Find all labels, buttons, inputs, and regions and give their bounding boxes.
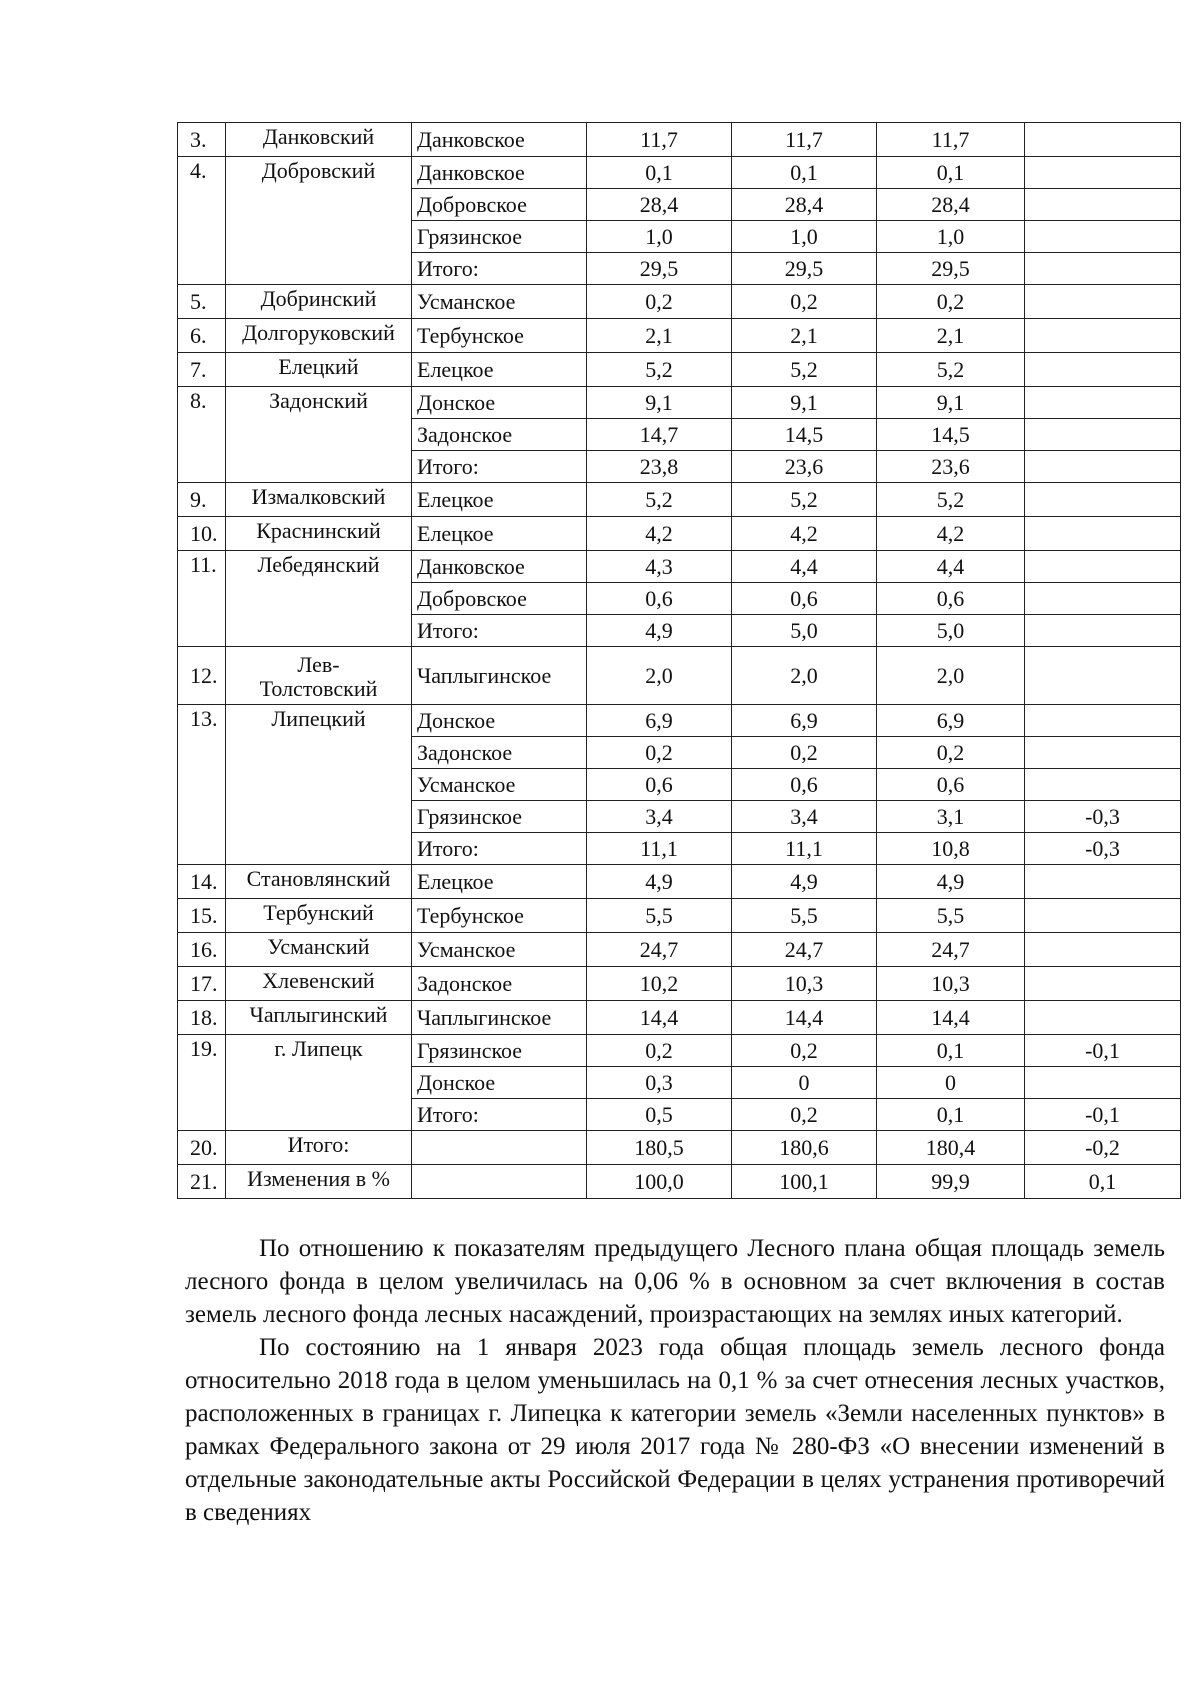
value-cell: 0,3 bbox=[587, 1067, 732, 1099]
row-number: 19. bbox=[178, 1035, 226, 1131]
row-number: 10. bbox=[178, 517, 226, 551]
difference-cell bbox=[1025, 451, 1181, 483]
forest-area-table bbox=[177, 122, 1181, 1199]
forestry-cell: Усманское bbox=[412, 769, 587, 801]
forestry-cell: Данковское bbox=[412, 123, 587, 157]
value-cell: 4,9 bbox=[587, 615, 732, 647]
value-cell: 23,6 bbox=[732, 451, 877, 483]
value-cell: 4,4 bbox=[877, 551, 1025, 583]
forestry-cell bbox=[412, 1131, 587, 1165]
body-text bbox=[185, 1232, 1165, 1529]
difference-cell bbox=[1025, 353, 1181, 387]
subtotal-label: Итого: bbox=[412, 451, 587, 483]
table-row bbox=[178, 647, 1181, 705]
district-cell: Добровский bbox=[226, 157, 412, 285]
value-cell: 0,6 bbox=[877, 583, 1025, 615]
total-row bbox=[178, 1131, 1181, 1165]
district-cell: Задонский bbox=[226, 387, 412, 483]
table-row bbox=[178, 705, 1181, 737]
row-number: 12. bbox=[178, 647, 226, 705]
row-number: 11. bbox=[178, 551, 226, 647]
value-cell: 11,1 bbox=[587, 833, 732, 865]
value-cell: 100,1 bbox=[732, 1165, 877, 1199]
difference-cell: -0,3 bbox=[1025, 801, 1181, 833]
district-cell: Хлевенский bbox=[226, 967, 412, 1001]
forestry-cell: Елецкое bbox=[412, 483, 587, 517]
difference-cell bbox=[1025, 737, 1181, 769]
table-row bbox=[178, 157, 1181, 189]
subtotal-label: Итого: bbox=[412, 615, 587, 647]
row-number: 14. bbox=[178, 865, 226, 899]
value-cell: 3,1 bbox=[877, 801, 1025, 833]
forestry-cell: Чаплыгинское bbox=[412, 1001, 587, 1035]
value-cell: 4,9 bbox=[587, 865, 732, 899]
value-cell: 0,2 bbox=[877, 737, 1025, 769]
value-cell: 0,2 bbox=[732, 1099, 877, 1131]
forestry-cell: Елецкое bbox=[412, 353, 587, 387]
district-cell: Измалковский bbox=[226, 483, 412, 517]
difference-cell bbox=[1025, 865, 1181, 899]
difference-cell bbox=[1025, 1001, 1181, 1035]
difference-cell: -0,3 bbox=[1025, 833, 1181, 865]
value-cell: 2,1 bbox=[587, 319, 732, 353]
forestry-cell: Задонское bbox=[412, 419, 587, 451]
difference-cell bbox=[1025, 583, 1181, 615]
value-cell: 5,5 bbox=[732, 899, 877, 933]
value-cell: 11,7 bbox=[587, 123, 732, 157]
table-row bbox=[178, 551, 1181, 583]
district-line: Лев- bbox=[297, 652, 340, 678]
value-cell: 0,2 bbox=[587, 1035, 732, 1067]
row-number: 7. bbox=[178, 353, 226, 387]
value-cell: 180,6 bbox=[732, 1131, 877, 1165]
forestry-cell: Усманское bbox=[412, 285, 587, 319]
district-cell: Добринский bbox=[226, 285, 412, 319]
value-cell: 4,2 bbox=[587, 517, 732, 551]
forestry-cell: Добровское bbox=[412, 583, 587, 615]
row-number: 8. bbox=[178, 387, 226, 483]
value-cell: 28,4 bbox=[877, 189, 1025, 221]
difference-cell bbox=[1025, 253, 1181, 285]
row-number: 6. bbox=[178, 319, 226, 353]
value-cell: 14,7 bbox=[587, 419, 732, 451]
forestry-cell: Тербунское bbox=[412, 319, 587, 353]
value-cell: 10,2 bbox=[587, 967, 732, 1001]
value-cell: 0,2 bbox=[877, 285, 1025, 319]
value-cell: 14,4 bbox=[877, 1001, 1025, 1035]
paragraph: По отношению к показателям предыдущего Лесного плана общая площадь земель лесного фонда в целом увеличилась на 0,06 % в основном за счет включения в состав земель лесного фонда лесных насаждений, произрастающих на землях иных категорий. bbox=[185, 1235, 1165, 1328]
value-cell: 14,5 bbox=[877, 419, 1025, 451]
row-number: 20. bbox=[178, 1131, 226, 1165]
table-row bbox=[178, 353, 1181, 387]
difference-cell bbox=[1025, 387, 1181, 419]
difference-cell: -0,2 bbox=[1025, 1131, 1181, 1165]
subtotal-label: Итого: bbox=[412, 833, 587, 865]
value-cell: 0,6 bbox=[732, 583, 877, 615]
table-row bbox=[178, 899, 1181, 933]
table-row bbox=[178, 319, 1181, 353]
difference-cell bbox=[1025, 933, 1181, 967]
value-cell: 0,2 bbox=[732, 737, 877, 769]
value-cell: 99,9 bbox=[877, 1165, 1025, 1199]
value-cell: 28,4 bbox=[587, 189, 732, 221]
difference-cell bbox=[1025, 285, 1181, 319]
district-cell: Лебедянский bbox=[226, 551, 412, 647]
value-cell: 0,2 bbox=[587, 285, 732, 319]
row-number: 21. bbox=[178, 1165, 226, 1199]
row-number: 3. bbox=[178, 123, 226, 157]
value-cell: 0,2 bbox=[732, 285, 877, 319]
percent-change-row bbox=[178, 1165, 1181, 1199]
value-cell: 5,2 bbox=[587, 353, 732, 387]
difference-cell bbox=[1025, 157, 1181, 189]
row-number: 4. bbox=[178, 157, 226, 285]
value-cell: 6,9 bbox=[587, 705, 732, 737]
value-cell: 9,1 bbox=[877, 387, 1025, 419]
value-cell: 9,1 bbox=[732, 387, 877, 419]
value-cell: 5,0 bbox=[877, 615, 1025, 647]
forestry-cell: Задонское bbox=[412, 737, 587, 769]
value-cell: 14,4 bbox=[732, 1001, 877, 1035]
value-cell: 0,6 bbox=[587, 769, 732, 801]
value-cell: 29,5 bbox=[877, 253, 1025, 285]
value-cell: 5,2 bbox=[587, 483, 732, 517]
forestry-cell: Грязинское bbox=[412, 801, 587, 833]
value-cell: 5,0 bbox=[732, 615, 877, 647]
value-cell: 11,7 bbox=[732, 123, 877, 157]
table-row bbox=[178, 387, 1181, 419]
paragraph: По состоянию на 1 января 2023 года общая площадь земель лесного фонда относительно 2018 года в целом уменьшилась на 0,1 % за счет отнесения лесных участков, расположенных в границах г. Липецка к категории земель «Земли населенных пунктов» в рамках Федерального закона от 29 июля 2017 года № 280-ФЗ «О внесении изменений в отдельные законодательные акты Российской Федерации в целях устранения противоречий в сведениях bbox=[185, 1334, 1165, 1526]
value-cell: 6,9 bbox=[732, 705, 877, 737]
value-cell: 2,0 bbox=[877, 647, 1025, 705]
forestry-cell: Донское bbox=[412, 387, 587, 419]
district-cell: Липецкий bbox=[226, 705, 412, 865]
table-row bbox=[178, 285, 1181, 319]
district-cell: Елецкий bbox=[226, 353, 412, 387]
difference-cell bbox=[1025, 123, 1181, 157]
value-cell: 0,2 bbox=[587, 737, 732, 769]
district-line: Толстовский bbox=[259, 675, 378, 701]
value-cell: 0,5 bbox=[587, 1099, 732, 1131]
value-cell: 0,6 bbox=[877, 769, 1025, 801]
value-cell: 10,8 bbox=[877, 833, 1025, 865]
district-cell bbox=[226, 647, 412, 705]
difference-cell bbox=[1025, 769, 1181, 801]
row-number: 17. bbox=[178, 967, 226, 1001]
difference-cell bbox=[1025, 967, 1181, 1001]
percent-change-label: Изменения в % bbox=[226, 1165, 412, 1199]
table-row bbox=[178, 967, 1181, 1001]
row-number: 13. bbox=[178, 705, 226, 865]
value-cell: 0,1 bbox=[732, 157, 877, 189]
difference-cell: 0,1 bbox=[1025, 1165, 1181, 1199]
value-cell: 0 bbox=[732, 1067, 877, 1099]
table-row bbox=[178, 1035, 1181, 1067]
forestry-cell: Данковское bbox=[412, 157, 587, 189]
forestry-cell: Тербунское bbox=[412, 899, 587, 933]
district-cell: Данковский bbox=[226, 123, 412, 157]
value-cell: 4,4 bbox=[732, 551, 877, 583]
difference-cell bbox=[1025, 517, 1181, 551]
value-cell: 4,9 bbox=[877, 865, 1025, 899]
value-cell: 24,7 bbox=[877, 933, 1025, 967]
value-cell: 24,7 bbox=[587, 933, 732, 967]
value-cell: 14,5 bbox=[732, 419, 877, 451]
forestry-cell: Добровское bbox=[412, 189, 587, 221]
subtotal-label: Итого: bbox=[412, 1099, 587, 1131]
value-cell: 0,6 bbox=[587, 583, 732, 615]
forestry-cell: Задонское bbox=[412, 967, 587, 1001]
district-cell: Долгоруковский bbox=[226, 319, 412, 353]
forestry-cell bbox=[412, 1165, 587, 1199]
difference-cell bbox=[1025, 483, 1181, 517]
value-cell: 10,3 bbox=[877, 967, 1025, 1001]
value-cell: 0,2 bbox=[732, 1035, 877, 1067]
value-cell: 1,0 bbox=[877, 221, 1025, 253]
value-cell: 29,5 bbox=[732, 253, 877, 285]
table-row bbox=[178, 865, 1181, 899]
difference-cell bbox=[1025, 319, 1181, 353]
forestry-cell: Усманское bbox=[412, 933, 587, 967]
forestry-cell: Грязинское bbox=[412, 221, 587, 253]
table-row bbox=[178, 517, 1181, 551]
row-number: 16. bbox=[178, 933, 226, 967]
value-cell: 5,2 bbox=[732, 353, 877, 387]
value-cell: 5,2 bbox=[732, 483, 877, 517]
forestry-cell: Данковское bbox=[412, 551, 587, 583]
value-cell: 1,0 bbox=[587, 221, 732, 253]
value-cell: 28,4 bbox=[732, 189, 877, 221]
value-cell: 180,5 bbox=[587, 1131, 732, 1165]
value-cell: 9,1 bbox=[587, 387, 732, 419]
value-cell: 5,2 bbox=[877, 483, 1025, 517]
value-cell: 0,1 bbox=[587, 157, 732, 189]
forestry-cell: Грязинское bbox=[412, 1035, 587, 1067]
subtotal-label: Итого: bbox=[412, 253, 587, 285]
value-cell: 0 bbox=[877, 1067, 1025, 1099]
value-cell: 2,0 bbox=[587, 647, 732, 705]
district-cell: Чаплыгинский bbox=[226, 1001, 412, 1035]
value-cell: 5,5 bbox=[587, 899, 732, 933]
table-row bbox=[178, 1001, 1181, 1035]
value-cell: 11,1 bbox=[732, 833, 877, 865]
difference-cell: -0,1 bbox=[1025, 1099, 1181, 1131]
difference-cell bbox=[1025, 647, 1181, 705]
value-cell: 29,5 bbox=[587, 253, 732, 285]
row-number: 9. bbox=[178, 483, 226, 517]
row-number: 15. bbox=[178, 899, 226, 933]
value-cell: 0,6 bbox=[732, 769, 877, 801]
difference-cell bbox=[1025, 419, 1181, 451]
difference-cell bbox=[1025, 899, 1181, 933]
value-cell: 2,1 bbox=[877, 319, 1025, 353]
value-cell: 5,2 bbox=[877, 353, 1025, 387]
value-cell: 4,9 bbox=[732, 865, 877, 899]
value-cell: 3,4 bbox=[732, 801, 877, 833]
value-cell: 0,1 bbox=[877, 1035, 1025, 1067]
table-row bbox=[178, 483, 1181, 517]
value-cell: 2,0 bbox=[732, 647, 877, 705]
value-cell: 5,5 bbox=[877, 899, 1025, 933]
difference-cell bbox=[1025, 1067, 1181, 1099]
forestry-cell: Елецкое bbox=[412, 865, 587, 899]
difference-cell bbox=[1025, 221, 1181, 253]
difference-cell: -0,1 bbox=[1025, 1035, 1181, 1067]
value-cell: 4,3 bbox=[587, 551, 732, 583]
value-cell: 24,7 bbox=[732, 933, 877, 967]
value-cell: 100,0 bbox=[587, 1165, 732, 1199]
value-cell: 1,0 bbox=[732, 221, 877, 253]
value-cell: 4,2 bbox=[877, 517, 1025, 551]
value-cell: 11,7 bbox=[877, 123, 1025, 157]
value-cell: 3,4 bbox=[587, 801, 732, 833]
value-cell: 23,6 bbox=[877, 451, 1025, 483]
value-cell: 10,3 bbox=[732, 967, 877, 1001]
difference-cell bbox=[1025, 615, 1181, 647]
row-number: 18. bbox=[178, 1001, 226, 1035]
forestry-cell: Елецкое bbox=[412, 517, 587, 551]
difference-cell bbox=[1025, 189, 1181, 221]
value-cell: 23,8 bbox=[587, 451, 732, 483]
district-cell: Становлянский bbox=[226, 865, 412, 899]
total-label: Итого: bbox=[226, 1131, 412, 1165]
table-row bbox=[178, 123, 1181, 157]
value-cell: 2,1 bbox=[732, 319, 877, 353]
difference-cell bbox=[1025, 705, 1181, 737]
forestry-cell: Донское bbox=[412, 1067, 587, 1099]
forestry-cell: Донское bbox=[412, 705, 587, 737]
value-cell: 180,4 bbox=[877, 1131, 1025, 1165]
district-cell: Тербунский bbox=[226, 899, 412, 933]
value-cell: 0,1 bbox=[877, 157, 1025, 189]
value-cell: 14,4 bbox=[587, 1001, 732, 1035]
district-cell: Краснинский bbox=[226, 517, 412, 551]
district-cell: г. Липецк bbox=[226, 1035, 412, 1131]
value-cell: 0,1 bbox=[877, 1099, 1025, 1131]
difference-cell bbox=[1025, 551, 1181, 583]
forestry-cell: Чаплыгинское bbox=[412, 647, 587, 705]
value-cell: 6,9 bbox=[877, 705, 1025, 737]
district-cell: Усманский bbox=[226, 933, 412, 967]
row-number: 5. bbox=[178, 285, 226, 319]
value-cell: 4,2 bbox=[732, 517, 877, 551]
table-row bbox=[178, 933, 1181, 967]
